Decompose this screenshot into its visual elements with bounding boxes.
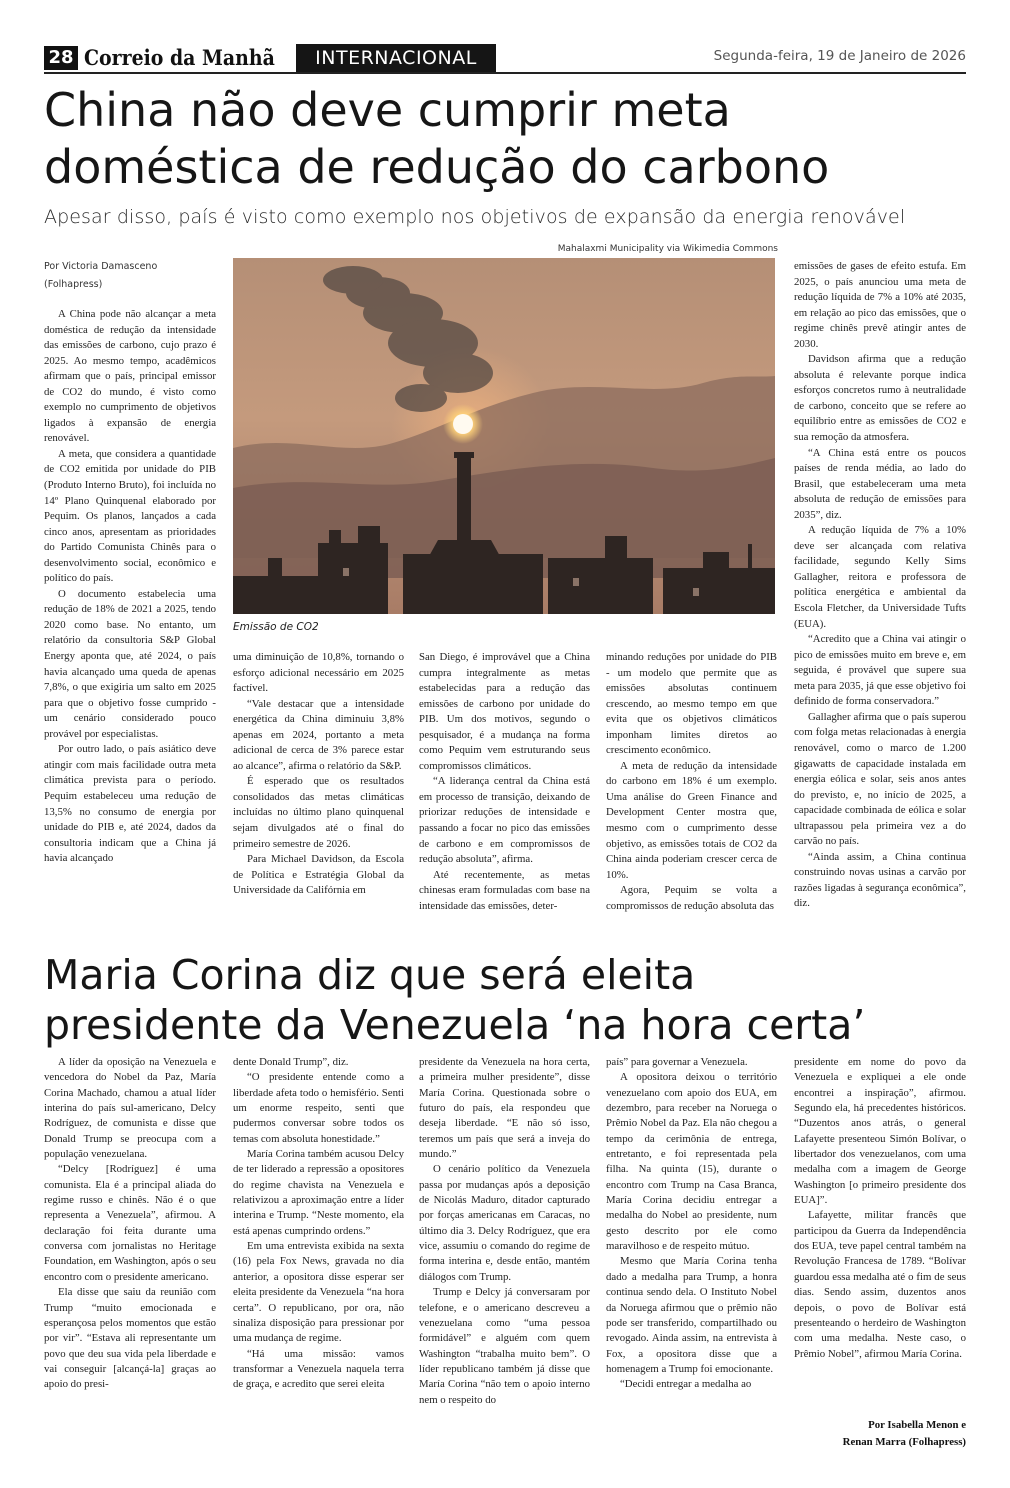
article2-byline — [793, 1417, 966, 1451]
article1-byline: Por Victoria Damasceno — [44, 261, 158, 272]
article2-column-3: presidente da Venezuela na hora certa, a primeira mulher presidente”, disse María Corina. Questionada sobre o futuro do país, ela respondeu que deseja liberdade. “E não só isso, teremos um país que será a inveja do mundo.” O cenário político da Venezuela passa por mudanças após a deposição de Nicolás Maduro, ditador capturado por forças americanas em Caracas, no último dia 3. Delcy Rodríguez, que era vice, assumiu o comando do regime de forma interina e, desde então, mantém diálogos com Trump. Trump e Delcy já conversaram por telefone, e o americano descreveu a venezuelana como “uma pessoa formidável” e alguém com quem Washington “trabalha muito bem”. O líder republicano também já disse que María Corina “não tem o apoio interno nem o respeito do — [419, 1056, 590, 1406]
article2-headline-line1: Maria Corina diz que será eleita — [44, 951, 696, 999]
article1-column-2: uma diminuição de 10,8%, tornando o esforço adicional necessário em 2025 factível. “Vale destacar que a intensidade energética da China diminuiu 3,8% apenas em 2024, portanto a meta adicional de cerca de 3% parece estar ao alcance”, afirma o relatório da S&P. É esperado que os resultados consolidados das metas climáticas incluídas no último plano quinquenal sejam divulgados até o final do primeiro semestre de 2026. Para Michael Davidson, da Escola de Política e Estratégia Global da Universidade da Califórnia em — [233, 651, 404, 897]
article1-column-5: emissões de gases de efeito estufa. Em 2025, o país anunciou uma meta de redução líquida de 7% a 10% até 2035, em relação ao pico das emissões, que o regime chinês prevê atingir antes de 2030. Davidson afirma que a redução absoluta é relevante porque indica esforços concretos rumo à neutralidade de carbono, conceito que se refere ao equilíbrio entre as emissões de CO2 e sua remoção da atmosfera. “A China está entre os poucos países de renda média, ao lado do Brasil, que estabeleceram uma meta absoluta de redução de emissões para 2035”, diz. A redução líquida de 7% a 10% deve ser alcançada com relativa facilidade, segundo Kelly Sims Gallagher, reitora e professora de política energética e ambiental da Escola Fletcher, da Universidade Tufts (EUA). “Acredito que a China vai atingir o pico de emissões muito em breve e, em seguida, é provável que supere sua meta para 2035, já que esse objetivo foi definido de forma conservadora.” Gallagher afirma que o país superou com folga metas relacionadas à energia renovável, como o marco de 1.200 gigawatts de capacidade instalada em energia eólica e solar, seis anos antes do previsto, e, no início de 2025, a capacidade combinada de eólica e solar ultrapassou pela primeira vez a do carvão no país. “Ainda assim, a China continua construindo novas usinas a carvão por razões ligadas à segurança econômica”, diz. — [794, 260, 966, 910]
photo-credit: Mahalaxmi Municipality via Wikimedia Commons — [557, 244, 778, 254]
article1-headline-line1: China não deve cumprir meta — [44, 83, 731, 137]
article1-headline-line2: doméstica de redução do carbono — [44, 140, 830, 194]
article1-column-4: minando reduções por unidade do PIB - um modelo que permite que as emissões absolutas continuem crescendo, ao mesmo tempo em que evita que os objetivos climáticos imponham limites diretos ao crescimento econômico. A meta de redução da intensidade do carbono em 18% é um exemplo. Uma análise do Green Finance and Development Center mostra que, mesmo com o cumprimento desse objetivo, as emissões totais de CO2 da China ainda poderiam crescer cerca de 10%. Agora, Pequim se volta a compromissos de redução absoluta das — [606, 651, 777, 912]
article2-byline-line1: Por Isabella Menon e — [868, 1419, 966, 1431]
article1-byline-agency: (Folhapress) — [44, 279, 103, 290]
photo-caption: Emissão de CO2 — [233, 621, 319, 633]
smokestack-photo — [233, 258, 775, 614]
edition-date: Segunda-feira, 19 de Janeiro de 2026 — [713, 48, 966, 64]
article2-column-1: A líder da oposição na Venezuela e vencedora do Nobel da Paz, María Corina Machado, chamou a atual líder interina do país sul-americano, Delcy Rodríguez, de comunista e disse que Donald Trump se preocupa com a população venezuelana. “Delcy [Rodríguez] é uma comunista. Ela é a principal aliada do regime russo e chinês. Não é o que representa a Venezuela”, afirmou. A declaração foi feita durante uma conversa com jornalistas no Heritage Foundation, em Washington, após o seu encontro com o presidente americano. Ela disse que saiu da reunião com Trump “muito emocionada e esperançosa pelos momentos que estão por vir”. “Estava ali representante um povo que deu sua vida pela liberdade e vai conseguir [alcançá-la] graças ao apoio do presi- — [44, 1056, 216, 1391]
article1-subheadline: Apesar disso, país é visto como exemplo nos objetivos de expansão da energia renovável — [44, 206, 906, 228]
article2-column-2: dente Donald Trump”, diz. “O presidente entende como a liberdade afeta todo o hemisfério. Senti um enorme respeito, senti que pudermos conversar sobre todos os temas com absoluta honestidade.” María Corina também acusou Delcy de ter liderado a repressão a opositores do regime chavista na Venezuela e relativizou a aproximação entre a líder interina e Trump. “Neste momento, ela está apenas cumprindo ordens.” Em uma entrevista exibida na sexta (16) pela Fox News, gravada no dia anterior, a opositora disse esperar ser eleita presidente da Venezuela “na hora certa”. O republicano, por ora, não sinaliza disposição para pressionar por uma mudança de regime. “Há uma missão: vamos transformar a Venezuela naquela terra de graça, e acredito que serei eleita — [233, 1056, 404, 1391]
article1-column-1: A China pode não alcançar a meta doméstica de redução da intensidade das emissões de carbono, cujo prazo é 2025. Ao mesmo tempo, acadêmicos afirmam que o país, principal emissor de CO2 do mundo, é visto como exemplo no cumprimento de objetivos ligados à expansão de energia renovável. A meta, que considera a quantidade de CO2 emitida por unidade do PIB (Produto Interno Bruto), foi incluída no 14º Plano Quinquenal elaborado por Pequim. Os planos, lançados a cada cinco anos, apresentam as prioridades do Partido Comunista Chinês para o desenvolvimento social, econômico e político do país. O documento estabelecia uma redução de 18% de 2021 a 2025, tendo 2020 como base. No entanto, um relatório da consultoria S&P Global Energy aponta que, até 2024, o país havia alcançado uma queda de apenas 7,8%, o que exigiria um salto em 2025 para que o objetivo fosse cumprido - um cenário considerado pouco provável por especialistas. Por outro lado, o país asiático deve atingir com mais facilidade outra meta climática prevista para o período. Pequim estabeleceu uma redução de 13,5% no consumo de energia por unidade do PIB e, até 2024, dados da consultoria indicam que a China já havia alcançado — [44, 308, 216, 865]
article2-headline-line2: presidente da Venezuela ‘na hora certa’ — [44, 1001, 866, 1049]
article2-byline-line2: Renan Marra (Folhapress) — [842, 1436, 966, 1448]
header-rule — [44, 72, 966, 74]
newspaper-masthead: Correio da Manhã — [84, 45, 275, 70]
article2-column-4: país” para governar a Venezuela. A opositora deixou o território venezuelano com apoio dos EUA, em dezembro, para receber na Noruega o Prêmio Nobel da Paz. Ela não chegou a tempo da cerimônia de entrega, entretanto, e foi representada pela filha. Na quinta (15), durante o encontro com Trump na Casa Branca, María Corina decidiu entregar a medalha do Nobel ao presidente, num gesto descrito por ele como maravilhoso e de respeito mútuo. Mesmo que María Corina tenha dado a medalha para Trump, a honra continua sendo dela. O Instituto Nobel da Noruega afirmou que o prêmio não pode ser transferido, compartilhado ou revogado. Ainda assim, na entrevista à Fox, a opositora disse que a homenagem a Trump foi emocionante. “Decidi entregar a medalha ao — [606, 1056, 777, 1391]
page-number: 28 — [44, 46, 78, 70]
article2-column-5: presidente em nome do povo da Venezuela e expliquei a ele onde encontrei a inspiração”, afirmou. Segundo ela, há precedentes históricos. “Duzentos anos atrás, o general Lafayette presenteou Simón Bolívar, o libertador dos venezuelanos, com uma medalha com a imagem de George Washington [o primeiro presidente dos EUA]”. Lafayette, militar francês que participou da Guerra da Independência dos EUA, teve papel central também na Revolução Francesa de 1789. “Bolívar guardou essa medalha até o fim de seus dias. Sendo assim, duzentos anos depois, o povo de Bolívar está presenteando o herdeiro de Washington com uma medalha. Neste caso, o Prêmio Nobel”, afirmou María Corina. — [794, 1056, 966, 1360]
section-label: INTERNACIONAL — [296, 44, 496, 72]
article1-column-3: San Diego, é improvável que a China cumpra integralmente as metas estabelecidas para a redução das emissões de carbono por unidade do PIB. Um dos motivos, segundo o pesquisador, é a mudança na forma como Pequim vem estruturando seus compromissos climáticos. “A liderança central da China está em processo de transição, deixando de priorizar reduções de intensidade e passando a focar no pico das emissões de carbono e em compromissos de redução absoluta”, afirma. Até recentemente, as metas chinesas eram formuladas com base na intensidade das emissões, deter- — [419, 651, 590, 912]
